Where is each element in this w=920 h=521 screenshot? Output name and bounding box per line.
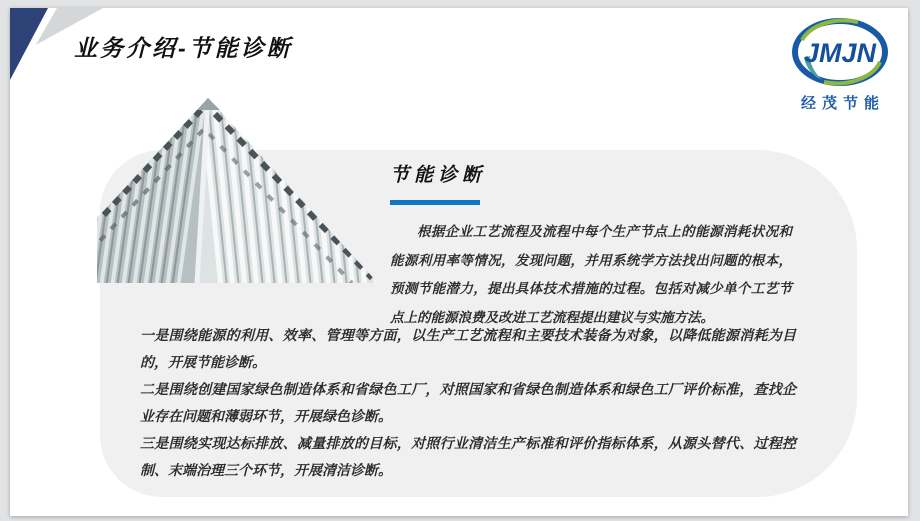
heading-underline [390,200,480,205]
logo-company-name: 经茂节能 [800,95,885,112]
building-photo [97,88,378,283]
presentation-slide [10,8,908,516]
diagnosis-section [390,160,830,332]
section-heading: 节能诊断 [390,165,487,186]
page-title: 业务介绍-节能诊断 [74,35,293,61]
item-paragraph-3: 三是围绕实现达标排放、减量排放的目标，对照行业清洁生产标准和评价指标体系，从源头替代、过程控制、末端治理三个环节，开展清洁诊断。 [140,435,796,478]
item-paragraph-1: 一是围绕能源的利用、效率、管理等方面，以生产工艺流程和主要技术装备为对象，以降低能源消耗为目的，开展节能诊断。 [140,327,796,370]
section-paragraph: 根据企业工艺流程及流程中每个生产节点上的能源消耗状况和能源利用率等情况，发现问题，并用系统学方法找出问题的根本，预测节能潜力，提出具体技术措施的过程。包括对减少单个工艺节点上的能源浪费及改进工艺流程提出建议与实施方法。 [390,224,792,325]
company-logo [780,12,900,112]
jmjn-logo-icon [788,12,892,92]
logo-acronym: JMJN [803,38,877,68]
item-paragraph-2: 二是围绕创建国家绿色制造体系和省绿色工厂，对照国家和省绿色制造体系和绿色工厂评价标准，查找企业存在问题和薄弱环节，开展绿色诊断。 [140,381,796,424]
diagnosis-items [140,322,800,484]
